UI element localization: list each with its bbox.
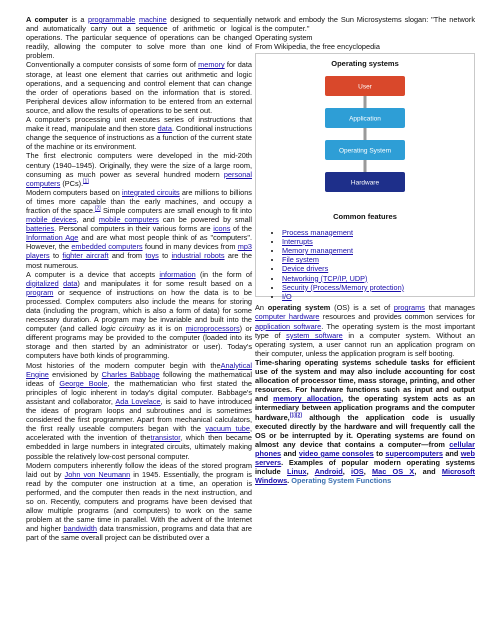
link-fighter-aircraft[interactable]: fighter aircraft (62, 251, 109, 261)
paragraph-continuation: network and embody the Sun Microsystems slogan: "The network is the computer." (255, 15, 475, 34)
paragraph-stored-program: Modern computers inherently follow the ideas of the stored program laid out by John von Neumann in 1945. Essentially, the program is read by the computer one instruction at a time, an operation is performed, and the computer then reads in the next instruction, and so on. Recently, computers and programs have been devised that allow multiple programs (and computers) to work on the same problem at the same time in parallel. With the advent of the Internet and higher bandwidth data transmission, programs and data that are part of the same overall project can be distributed over a (26, 460, 252, 543)
os-layer-diagram (305, 72, 425, 204)
feature-item (282, 246, 470, 255)
feature-link[interactable]: Interrupts (282, 236, 313, 246)
link-bandwidth[interactable]: bandwidth (63, 524, 98, 534)
features-list (260, 228, 470, 302)
link-information[interactable]: information (159, 269, 196, 279)
link-web-servers[interactable]: web servers (255, 448, 476, 467)
infobox-title: Operating systems (331, 59, 399, 69)
paragraph-processing: A computer's processing unit executes series of instructions that make it read, manipulate and then store data. Conditional instructions change the sequence of instructions as a function of the current state of the machine or its environment. (26, 115, 252, 152)
link-data-2[interactable]: data (63, 278, 78, 288)
link-ada-lovelace[interactable]: Ada Lovelace (115, 396, 161, 406)
link-personal-computers[interactable]: personal computers (26, 169, 252, 188)
link-information-age[interactable]: Information Age (26, 233, 79, 243)
paragraph-modern: Modern computers based on integrated circuits are millions to billions of times more capable than the early machines, and occupy a fraction of the space.[2] Simple computers are small enough to fit into mobile devices, and mobile computers can be powered by small batteries. Personal computers in their various forms are icons of the Information Age and are what most people think of as "computers". However, the embedded computers found in many devices from mp3 players to fighter aircraft and from toys to industrial robots are the most numerous. (26, 187, 253, 270)
link-cellular-phones[interactable]: cellular phones (255, 439, 475, 458)
left-column (26, 15, 252, 542)
diagram-layer (325, 140, 405, 160)
feature-item (282, 274, 470, 283)
link-video-game-consoles[interactable]: video game consoles (298, 448, 374, 458)
link-john-von-neumann[interactable]: John von Neumann (64, 469, 131, 479)
link-system-software[interactable]: system software (286, 330, 343, 340)
link-analytical-engine[interactable]: Analytical Engine (26, 360, 252, 379)
link-mac-os-x[interactable]: Mac OS X (372, 467, 415, 477)
link-programmable[interactable]: programmable (88, 15, 136, 24)
paragraph-time-sharing: Time-sharing operating systems schedule tasks for efficient use of the system and may also include accounting for cost allocation of processor time, mass storage, printing, and other resources. For hardware functions such as input and output and memory allocation, the operating system acts as an intermediary between application programs and the computer hardware,[1][2] although the application code is usually executed directly by the hardware and will frequently call the OS or be interrupted by it. Operating systems are found on almost any device that contains a computer—from cellular phones and video game consoles to supercomputers and web servers. Examples of popular modern operating systems include Linux, Android, iOS, Mac OS X, and Microsoft Windows. Operating System Functions (255, 357, 476, 486)
link-program[interactable]: program (26, 287, 54, 297)
link-machine[interactable]: machine (138, 15, 167, 24)
diagram-layer-label: User (358, 83, 372, 91)
link-george-boole[interactable]: George Boole (59, 378, 108, 388)
link-computer-hardware[interactable]: computer hardware (255, 312, 320, 322)
link-programs[interactable]: programs (393, 303, 425, 313)
term-computer: A computer (26, 15, 69, 24)
link-linux[interactable]: Linux (286, 467, 307, 477)
link-batteries[interactable]: batteries (26, 224, 55, 234)
link-vacuum-tube[interactable]: vacuum tube (205, 424, 250, 434)
link-memory-allocation[interactable]: memory allocation (273, 394, 342, 404)
paragraph-os-definition: An operating system (OS) is a set of programs that manages computer hardware resources and provides common services for application software. The operating system is the most important type of system software in a computer system. Without an operating system, a user cannot run an application program on their computer, unless the application program is self booting. (255, 303, 475, 358)
link-icons[interactable]: icons (213, 224, 231, 234)
link-ios[interactable]: iOS (351, 467, 364, 477)
feature-link[interactable]: File system (282, 255, 319, 265)
link-mobile-devices[interactable]: mobile devices (26, 215, 77, 225)
article-source: From Wikipedia, the free encyclopedia (255, 42, 380, 52)
citation-1[interactable]: [1] (83, 178, 89, 185)
link-memory[interactable]: memory (198, 60, 225, 70)
link-microsoft-windows[interactable]: Microsoft Windows (255, 467, 475, 486)
feature-item (282, 255, 470, 264)
link-integrated-circuits[interactable]: integrated circuits (122, 187, 180, 197)
link-toys[interactable]: toys (145, 251, 159, 261)
link-industrial-robots[interactable]: industrial robots (171, 251, 225, 261)
diagram-layer-label: Operating System (338, 147, 392, 155)
feature-item (282, 237, 470, 246)
diagram-layer-label: Hardware (350, 179, 380, 187)
link-supercomputers[interactable]: supercomputers (385, 448, 443, 458)
paragraph-histories: Most histories of the modern computer begin with theAnalytical Engine envisioned by Charles Babbage following the mathematical ideas of George Boole, the mathematician who first stated the principles of logic inherent in today's digital computer. Babbage's assistant and collaborator, Ada Lovelace, is said to have introduced the ideas of program loops and subroutines and is sometimes considered the first programmer. Apart from mechanical calculators, the first really useable computers began with the vacuum tube, accelerated with the invention of thetransistor, which then became embedded in large numbers in integrated circuits, ultimately making possible the relatively low-cost personal computer. (26, 360, 253, 461)
paragraph-device: A computer is a device that accepts information (in the form of digitalized data) and manipulates it for some result based on a program or sequence of instructions on how the data is to be processed. Complex computers also include the means for storing data (including the program, which is also a form of data) for some necessary duration. A program may be invariable and built into the computer (and called logic circuitry as it is on microprocessors) or different programs may be provided to the computer (loaded into its storage and then started by an administrator or user). Today's computers have both kinds of programming. (26, 269, 253, 361)
article-title: Operating system (255, 33, 313, 43)
link-os-functions[interactable]: Operating System Functions (291, 476, 392, 486)
features-title: Common features (333, 212, 397, 222)
link-transistor[interactable]: transistor (150, 433, 181, 443)
feature-link[interactable]: Memory management (282, 245, 353, 255)
feature-item (282, 292, 470, 301)
link-mp3-players[interactable]: mp3 players (26, 242, 252, 261)
feature-item (282, 264, 470, 273)
feature-link[interactable]: Security (Process/Memory protection) (282, 282, 405, 292)
link-digitalized[interactable]: digitalized (26, 278, 59, 288)
paragraph-intro: A computer is a programmable machine designed to sequentially and automatically carry out a sequence of arithmetic or logical operations. The particular sequence of operations can be changed readily, allowing the computer to solve more than one kind of problem. (26, 15, 253, 61)
link-mobile-computers[interactable]: mobile computers (98, 215, 159, 225)
paragraph-components: Conventionally a computer consists of some form of memory for data storage, at least one element that carries out arithmetic and logic operations, and a sequencing and control element that can change the order of operations based on the information that is stored. Peripheral devices allow information to be entered from an external source, and allow the results of operations to be sent out. (26, 60, 252, 115)
link-microprocessors[interactable]: microprocessors (185, 324, 240, 334)
link-application-software[interactable]: application software (255, 321, 322, 331)
citation-1-2[interactable]: [1][2] (289, 412, 302, 419)
diagram-layer (325, 172, 405, 192)
diagram-layer-label: Application (349, 115, 381, 123)
infobox-operating-systems (255, 53, 475, 301)
feature-link[interactable]: Networking (TCP/IP, UDP) (282, 273, 368, 283)
link-data[interactable]: data (157, 124, 172, 134)
citation-2[interactable]: [2] (95, 205, 101, 212)
link-charles-babbage[interactable]: Charles Babbage (101, 369, 160, 379)
feature-link[interactable]: I/O (282, 291, 292, 301)
feature-link[interactable]: Device drivers (282, 264, 329, 274)
diagram-layer (325, 108, 405, 128)
feature-item (282, 228, 470, 237)
feature-item (282, 283, 470, 292)
right-column (255, 15, 475, 485)
paragraph-history: The first electronic computers were developed in the mid-20th century (1940–1945). Originally, they were the size of a large room, consuming as much power as several hundred modern personal computers (PCs).[1] (26, 151, 252, 188)
term-operating-system: operating system (267, 303, 331, 313)
link-android[interactable]: Android (314, 467, 343, 477)
feature-link[interactable]: Process management (282, 227, 353, 237)
diagram-layer (325, 76, 405, 96)
link-embedded-computers[interactable]: embedded computers (71, 242, 143, 252)
